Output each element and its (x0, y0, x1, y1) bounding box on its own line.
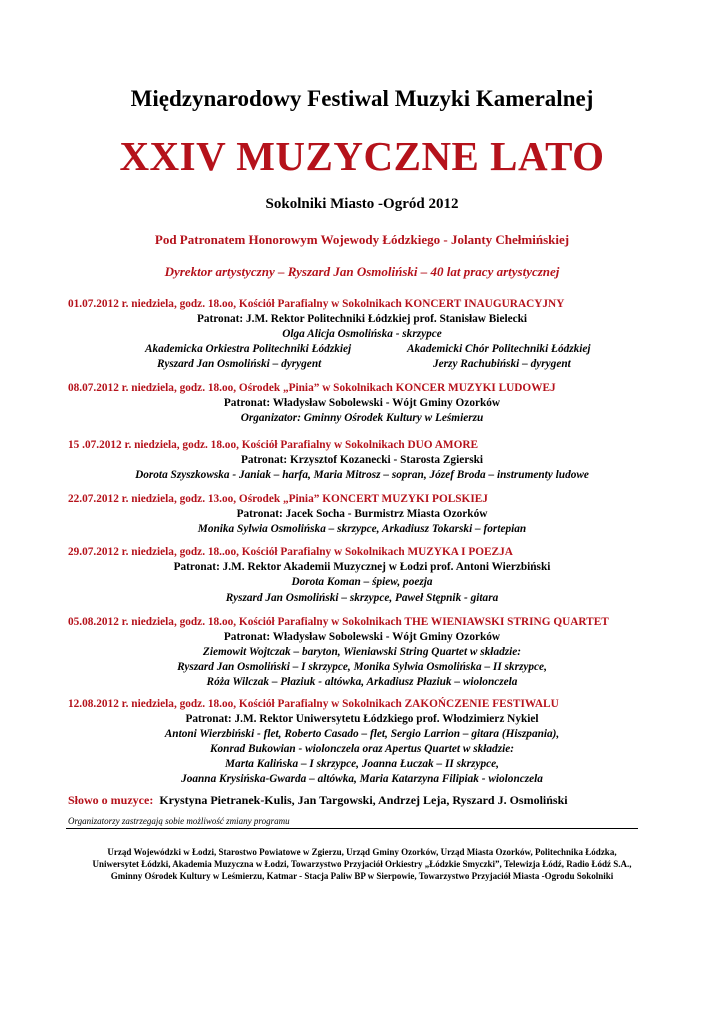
sponsors-line: Urząd Wojewódzki w Łodzi, Starostwo Powiatowe w Zgierzu, Urząd Gminy Ozorków, Urząd Miasta Ozorków, Politechnika Łódzka, (107, 847, 617, 857)
event-performer: Dorota Koman – śpiew, poezja (291, 576, 433, 588)
program-change-note: Organizatorzy zastrzegają sobie możliwość zmiany programu (68, 816, 290, 826)
event-29-07 (0, 545, 724, 605)
words-about-music (68, 793, 568, 808)
event-header: 29.07.2012 r. niedziela, godz. 18..oo, Kościół Parafialny w Sokolnikach MUZYKA I POEZJA (68, 546, 513, 558)
honorary-patronage: Pod Patronatem Honorowym Wojewody Łódzkiego - Jolanty Chełmińskiej (154, 232, 570, 247)
event-22-07 (0, 492, 724, 536)
event-performer: Olga Alicja Osmolińska - skrzypce (282, 328, 442, 340)
event-ensembles (0, 342, 724, 356)
event-header: 12.08.2012 r. niedziela, godz. 18.oo, Kościół Parafialny w Sokolnikach ZAKOŃCZENIE FESTIWALU (68, 698, 559, 710)
event-08-07 (0, 381, 724, 425)
event-patron: Patronat: Władysław Sobolewski - Wójt Gminy Ozorków (223, 631, 501, 643)
event-performers: Marta Kalińska – I skrzypce, Joanna Łuczak – II skrzypce, (225, 758, 499, 770)
event-performer: Ziemowit Wojtczak – baryton, Wieniawski String Quartet w składzie: (202, 646, 522, 658)
event-header: 05.08.2012 r. niedziela, godz. 18.oo, Kościół Parafialny w Sokolnikach THE WIENIAWSKI STRING QUARTET (68, 616, 609, 628)
event-performers: Róża Wilczak – Płaziuk - altówka, Arkadiusz Płaziuk – wiolonczela (206, 676, 518, 688)
event-performers: Antoni Wierzbiński - flet, Roberto Casado – flet, Sergio Larrion – gitara (Hiszpania), (164, 728, 560, 740)
event-performers: Dorota Szyszkowska - Janiak – harfa, Maria Mitrosz – sopran, Józef Broda – instrumenty ludowe (135, 469, 589, 481)
sponsors-line: Uniwersytet Łódzki, Akademia Muzyczna w Łodzi, Towarzystwo Przyjaciół Orkiestry „Łódzkie Smyczki”, Telewizja Łódź, Radio Łódź S.A., (92, 859, 632, 869)
event-performers: Joanna Krysińska-Gwarda – altówka, Maria Katarzyna Filipiak - wiolonczela (181, 773, 543, 785)
main-title: XXIV MUZYCZNE LATO (119, 133, 605, 179)
event-performers: Ryszard Jan Osmoliński – skrzypce, Paweł Stępnik - gitara (225, 592, 499, 604)
ensemble-choir: Akademicki Chór Politechniki Łódzkiej (407, 343, 591, 355)
event-15-07 (0, 438, 724, 482)
event-performers: Monika Sylwia Osmolińska – skrzypce, Arkadiusz Tokarski – fortepian (197, 523, 527, 535)
ensemble-orchestra: Akademicka Orkiestra Politechniki Łódzkiej (145, 343, 352, 355)
sponsors (0, 846, 724, 882)
event-header: 15 .07.2012 r. niedziela, godz. 18.oo, Kościół Parafialny w Sokolnikach DUO AMORE (68, 439, 479, 451)
event-12-08 (0, 697, 724, 786)
event-patron: Patronat: J.M. Rektor Akademii Muzycznej w Łodzi prof. Antoni Wierzbiński (173, 561, 551, 573)
words-label: Słowo o muzyce: (68, 793, 154, 807)
conductor-choir: Jerzy Rachubiński – dyrygent (433, 358, 571, 370)
event-05-08 (0, 615, 724, 689)
event-patron: Patronat: Krzysztof Kozanecki - Starosta Zgierski (240, 454, 484, 466)
festival-title: Międzynarodowy Festiwal Muzyki Kameralnej (130, 86, 594, 111)
event-header: 22.07.2012 r. niedziela, godz. 13.oo, Ośrodek „Pinia” KONCERT MUZYKI POLSKIEJ (68, 493, 488, 505)
event-01-07 (0, 297, 724, 371)
event-header: 08.07.2012 r. niedziela, godz. 18.oo, Ośrodek „Pinia” w Sokolnikach KONCER MUZYKI LUDOWEJ (68, 382, 556, 394)
event-conductors (0, 357, 724, 371)
event-patron: Patronat: Władysław Sobolewski - Wójt Gminy Ozorków (223, 397, 501, 409)
event-performers: Ryszard Jan Osmoliński – I skrzypce, Monika Sylwia Osmolińska – II skrzypce, (177, 661, 547, 673)
words-speakers: Krystyna Pietranek-Kulis, Jan Targowski, Andrzej Leja, Ryszard J. Osmoliński (153, 793, 568, 807)
event-header: 01.07.2012 r. niedziela, godz. 18.oo, Kościół Parafialny w Sokolnikach KONCERT INAUGURACYJNY (68, 298, 565, 310)
event-performers: Konrad Bukowian - wiolonczela oraz Apertus Quartet w składzie: (209, 743, 515, 755)
location-subtitle: Sokolniki Miasto -Ogród 2012 (265, 196, 459, 212)
divider (66, 828, 638, 829)
artistic-director: Dyrektor artystyczny – Ryszard Jan Osmoliński – 40 lat pracy artystycznej (164, 264, 560, 279)
event-patron: Patronat: J.M. Rektor Politechniki Łódzkiej prof. Stanisław Bielecki (196, 313, 528, 325)
event-organizer: Organizator: Gminny Ośrodek Kultury w Leśmierzu (240, 412, 484, 424)
event-patron: Patronat: J.M. Rektor Uniwersytetu Łódzkiego prof. Włodzimierz Nykiel (185, 713, 539, 725)
event-patron: Patronat: Jacek Socha - Burmistrz Miasta Ozorków (236, 508, 488, 520)
conductor-orchestra: Ryszard Jan Osmoliński – dyrygent (157, 358, 322, 370)
sponsors-line: Gminny Ośrodek Kultury w Leśmierzu, Katmar - Stacja Paliw BP w Sierpowie, Towarzystwo Przyjaciół Miasta -Ogrodu Sokolniki (110, 871, 614, 881)
